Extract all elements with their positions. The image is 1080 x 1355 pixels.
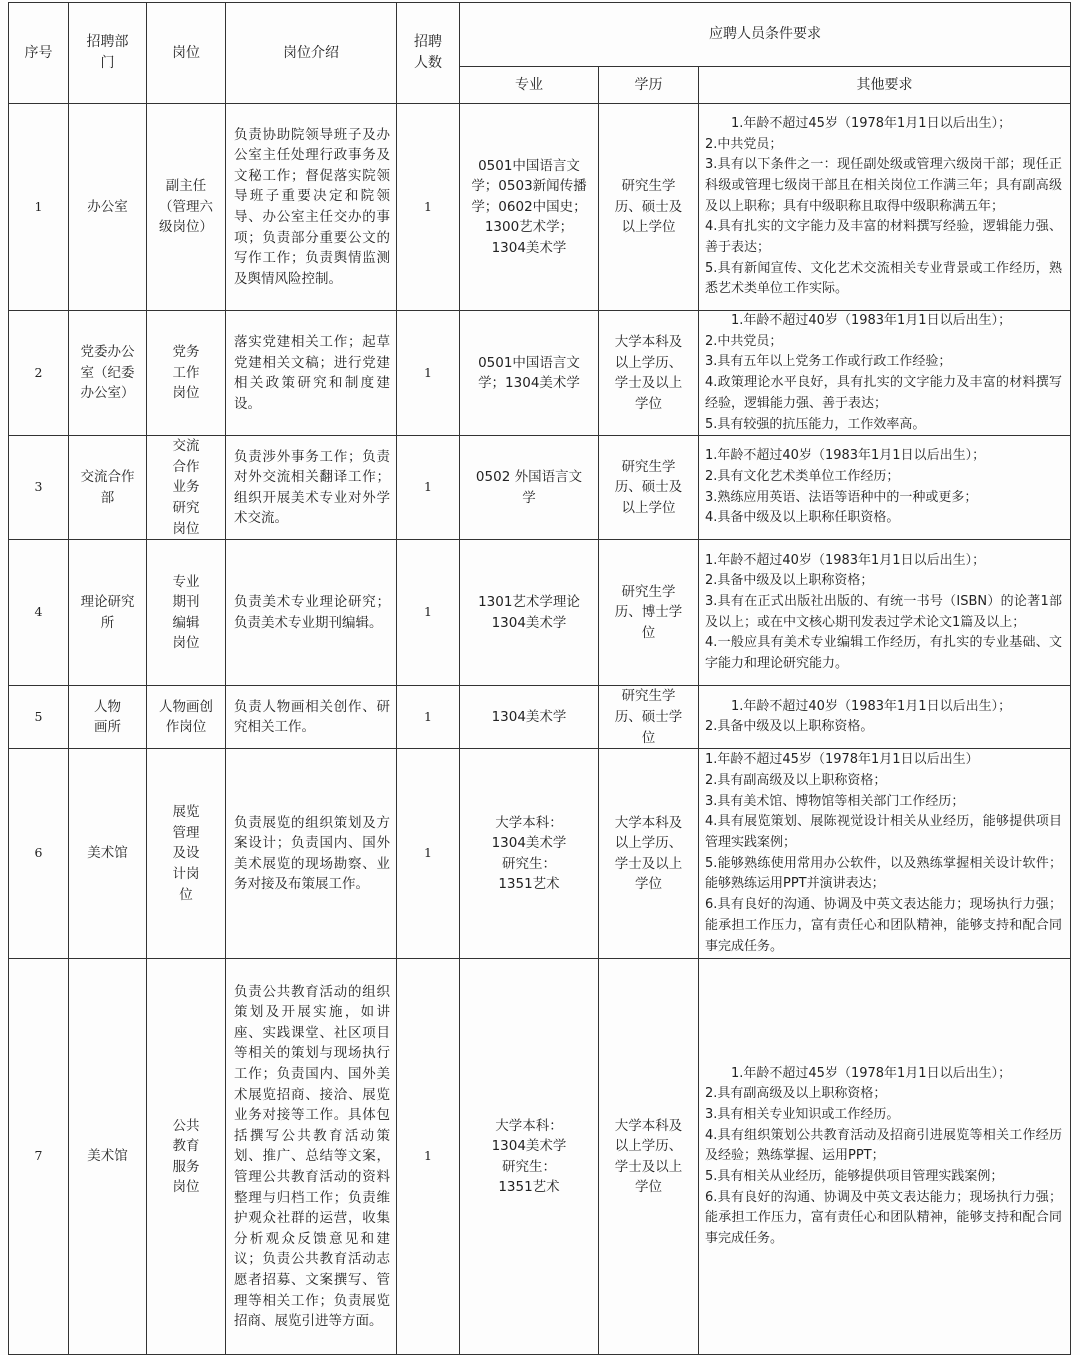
header-seq: 序号 [9,3,69,104]
row-seq: 3 [9,436,69,540]
other-item: 4.具有展览策划、展陈视觉设计相关从业经历，能够提供项目管理实践案例； [705,814,1062,851]
other-item: 2.中共党员； [705,333,783,349]
row-count: 1 [397,104,460,311]
row-intro: 负责展览的组织策划及方案设计；负责国内、国外美术展览的现场勘察、业务对接及布策展工作。 [226,749,397,959]
other-item: 6.具有良好的沟通、协调及中英文表达能力；现场执行力强；能承担工作压力，富有责任心和团队精神，能够支持和配合同事完成任务。 [705,1189,1062,1247]
row-position: 副主任（管理六级岗位） [147,104,226,311]
other-item: 3.熟练应用英语、法语等语种中的一种或更多； [705,489,978,505]
row-major: 0501中国语言文学；0503新闻传播学；0602中国史；1300艺术学；1304美术学 [460,104,599,311]
other-item: 2.具备中级及以上职称资格； [705,573,874,589]
row-major: 大学本科：1304美术学 研究生：1351艺术 [460,749,599,959]
row-position: 展览管理及设计岗位 [147,749,226,959]
row-position: 党务工作岗位 [147,311,226,436]
other-item: 1.年龄不超过40岁（1983年1月1日以后出生）； [705,552,986,568]
row-other [699,540,1071,686]
row-education: 大学本科及以上学历、学士及以上学位 [599,749,699,959]
row-position: 专业期刊编辑岗位 [147,540,226,686]
row-other [699,749,1071,959]
other-item: 1.年龄不超过45岁（1978年1月1日以后出生）； [731,115,1012,131]
header-position: 岗位 [147,3,226,104]
row-other [699,959,1071,1355]
other-item: 3.具有相关专业知识或工作经历。 [705,1106,900,1122]
other-item: 3.具有以下条件之一：现任副处级或管理六级岗干部；现任正科级或管理七级岗干部且在相关岗位工作满三年；具有副高级及以上职称；具有中级职称且取得中级职称满五年； [705,157,1062,214]
row-intro: 负责协助院领导班子及办公室主任处理行政事务及文秘工作；督促落实院领导班子重要决定和院领导、办公室主任交办的事项；负责部分重要公文的写作工作；负责舆情监测及舆情风险控制。 [226,104,397,311]
row-seq: 4 [9,540,69,686]
row-intro: 落实党建相关工作；起草党建相关文稿；进行党建相关政策研究和制度建设。 [226,311,397,436]
header-other: 其他要求 [699,67,1071,104]
row-count: 1 [397,959,460,1355]
other-item: 1.年龄不超过40岁（1983年1月1日以后出生）； [731,698,1012,714]
row-count: 1 [397,311,460,436]
other-item: 5.具有较强的抗压能力，工作效率高。 [705,416,926,432]
other-item: 5.能够熟练使用常用办公软件，以及熟练掌握相关设计软件；能够熟练运用PPT并演讲表达； [705,855,1062,892]
other-item: 1.年龄不超过45岁（1978年1月1日以后出生） [705,752,979,768]
header-dept: 招聘部门 [69,3,147,104]
other-item: 1.年龄不超过45岁（1978年1月1日以后出生）； [731,1065,1012,1081]
row-count: 1 [397,686,460,749]
other-item: 1.年龄不超过40岁（1983年1月1日以后出生）； [705,448,986,464]
row-seq: 5 [9,686,69,749]
row-education: 大学本科及以上学历、学士及以上学位 [599,311,699,436]
row-major: 1301艺术学理论 1304美术学 [460,540,599,686]
row-position: 公共教育服务岗位 [147,959,226,1355]
row-intro: 负责公共教育活动的组织策划及开展实施，如讲座、实践课堂、社区项目等相关的策划与现场执行工作；负责国内、国外美术展览招商、接洽、展览业务对接等工作。具体包括撰写公共教育活动策划、推广、总结等文案，管理公共教育活动的资料整理与归档工作；负责维护观众社群的运营，收集分析观众反馈意见和建议；负责公共教育活动志愿者招募、文案撰写、管理等相关工作；负责展览招商、展览引进等方面。 [226,959,397,1355]
row-position: 人物画创作岗位 [147,686,226,749]
row-seq: 7 [9,959,69,1355]
header-intro: 岗位介绍 [226,3,397,104]
other-item: 5.具有新闻宣传、文化艺术交流相关专业背景或工作经历，熟悉艺术类单位工作实际。 [705,260,1062,297]
other-item: 4.政策理论水平良好，具有扎实的文字能力及丰富的材料撰写经验，逻辑能力强、善于表达； [705,375,1062,411]
row-dept: 办公室 [69,104,147,311]
header-major: 专业 [460,67,599,104]
table-row [9,540,1071,686]
row-count: 1 [397,436,460,540]
row-position: 交流合作业务研究岗位 [147,436,226,540]
other-item: 3.具有在正式出版社出版的、有统一书号（ISBN）的论著1部及以上；或在中文核心期刊发表过学术论文1篇及以上； [705,594,1062,630]
header-conditions: 应聘人员条件要求 [460,3,1071,67]
row-dept: 人物画所 [69,686,147,749]
row-dept: 美术馆 [69,959,147,1355]
row-dept: 党委办公室（纪委办公室） [69,311,147,436]
other-item: 2.具有副高级及以上职称资格； [705,1086,887,1102]
row-intro: 负责涉外事务工作；负责对外交流相关翻译工作；组织开展美术专业对外学术交流。 [226,436,397,540]
other-item: 4.一般应具有美术专业编辑工作经历，有扎实的专业基础、文字能力和理论研究能力。 [705,635,1062,672]
other-item: 3.具有五年以上党务工作或行政工作经验； [705,354,952,370]
other-item: 2.具备中级及以上职称资格。 [705,719,874,735]
other-item: 6.具有良好的沟通、协调及中英文表达能力；现场执行力强；能承担工作压力，富有责任心和团队精神，能够支持和配合同事完成任务。 [705,897,1062,954]
row-education: 研究生学历、硕士及以上学位 [599,104,699,311]
header-count: 招聘人数 [397,3,460,104]
row-count: 1 [397,749,460,959]
row-education: 大学本科及以上学历、学士及以上学位 [599,959,699,1355]
other-item: 1.年龄不超过40岁（1983年1月1日以后出生）； [731,313,1012,328]
row-education: 研究生学历、博士学位 [599,540,699,686]
other-item: 2.具有文化艺术类单位工作经历； [705,469,900,485]
row-education: 研究生学历、硕士及以上学位 [599,436,699,540]
table-row [9,959,1071,1355]
row-major: 0501中国语言文学；1304美术学 [460,311,599,436]
row-dept: 理论研究所 [69,540,147,686]
other-item: 4.具备中级及以上职称任职资格。 [705,510,900,526]
table-row [9,749,1071,959]
row-count: 1 [397,540,460,686]
row-dept: 美术馆 [69,749,147,959]
table-row [9,311,1071,436]
row-seq: 6 [9,749,69,959]
table-row [9,436,1071,540]
recruitment-table [8,2,1071,1355]
other-item: 4.具有扎实的文字能力及丰富的材料撰写经验，逻辑能力强、善于表达； [705,219,1062,256]
table-row [9,104,1071,311]
row-intro: 负责美术专业理论研究；负责美术专业期刊编辑。 [226,540,397,686]
other-item: 5.具有相关从业经历，能够提供项目管理实践案例； [705,1169,1004,1185]
other-item: 2.具有副高级及以上职称资格； [705,772,887,788]
row-seq: 1 [9,104,69,311]
header-education: 学历 [599,67,699,104]
row-dept: 交流合作部 [69,436,147,540]
row-other [699,686,1071,749]
other-item: 3.具有美术馆、博物馆等相关部门工作经历； [705,793,965,809]
other-item: 2.中共党员； [705,136,783,152]
row-major: 大学本科：1304美术学 研究生：1351艺术 [460,959,599,1355]
row-other [699,436,1071,540]
row-other [699,311,1071,436]
table-row [9,686,1071,749]
row-education: 研究生学历、硕士学位 [599,686,699,749]
row-intro: 负责人物画相关创作、研究相关工作。 [226,686,397,749]
row-seq: 2 [9,311,69,436]
row-other [699,104,1071,311]
other-item: 4.具有组织策划公共教育活动及招商引进展览等相关工作经历及经验；熟练掌握、运用PPT； [705,1127,1062,1164]
row-major: 0502 外国语言文学 [460,436,599,540]
row-major: 1304美术学 [460,686,599,749]
